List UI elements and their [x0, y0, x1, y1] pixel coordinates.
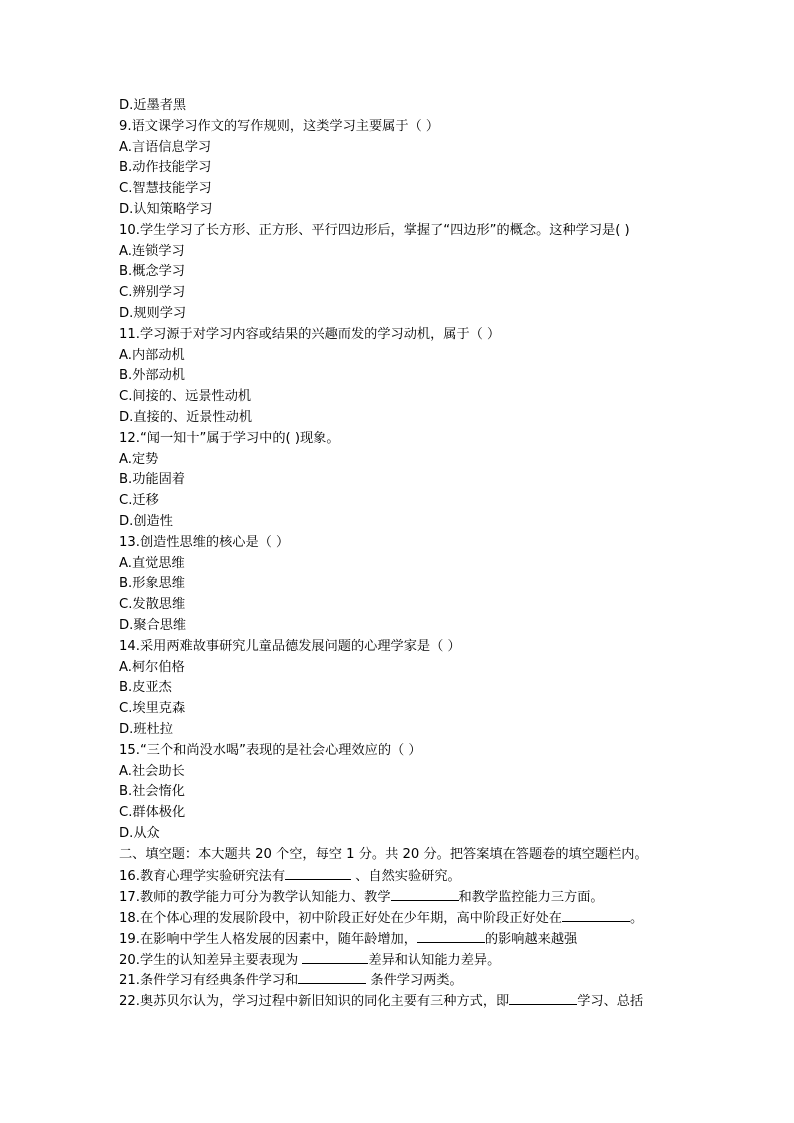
question-12: 12.“闻一知十”属于学习中的( )现象。	[119, 430, 340, 446]
question-19-text-after: 的影响越来越强	[484, 931, 578, 947]
option-9d: D.认知策略学习	[119, 201, 213, 217]
option-12d: D.创造性	[119, 513, 173, 529]
question-21-text-before: 21.条件学习有经典条件学习和	[119, 973, 299, 989]
question-21	[119, 969, 719, 990]
question-15: 15.“三个和尚没水喝”表现的是社会心理效应的（ ）	[119, 742, 422, 758]
question-20-text-before: 20.学生的认知差异主要表现为	[119, 952, 303, 968]
question-22	[119, 990, 719, 1011]
option-13b: B.形象思维	[119, 576, 185, 592]
option-10b: B.概念学习	[119, 264, 185, 280]
question-9: 9.语文课学习作文的写作规则，这类学习主要属于（ ）	[119, 118, 440, 134]
answer-blank-16	[285, 865, 351, 880]
question-18	[119, 907, 719, 928]
question-19	[119, 928, 719, 949]
answer-blank-21	[298, 969, 366, 984]
document-page	[119, 96, 719, 1011]
question-10: 10.学生学习了长方形、正方形、平行四边形后，掌握了“四边形”的概念。这种学习是( )	[119, 222, 630, 238]
question-17-text-after: 和教学监控能力三方面。	[458, 890, 604, 906]
option-9c: C.智慧技能学习	[119, 181, 212, 197]
option-15c: C.群体极化	[119, 805, 186, 821]
option-11b: B.外部动机	[119, 368, 185, 384]
question-21-text-after: 条件学习两类。	[366, 973, 463, 989]
option-10d: D.规则学习	[119, 305, 187, 321]
question-14: 14.采用两难故事研究儿童品德发展问题的心理学家是（ ）	[119, 638, 461, 654]
option-9b: B.动作技能学习	[119, 160, 212, 176]
option-15d: D.从众	[119, 825, 160, 841]
question-22-text-after: 学习、总括	[577, 994, 644, 1010]
option-11c: C.间接的、远景性动机	[119, 389, 252, 405]
question-20	[119, 949, 719, 970]
question-17-text-before: 17.教师的教学能力可分为教学认知能力、教学	[119, 890, 391, 906]
answer-blank-19	[417, 928, 485, 943]
question-17	[119, 886, 719, 907]
answer-blank-20	[302, 949, 368, 964]
question-20-text-after: 差异和认知能力差异。	[368, 952, 501, 968]
question-11: 11.学习源于对学习内容或结果的兴趣而发的学习动机，属于（ ）	[119, 326, 501, 342]
question-16-text-after: 、自然实验研究。	[351, 869, 461, 885]
option-14b: B.皮亚杰	[119, 680, 172, 696]
option-14d: D.班杜拉	[119, 721, 173, 737]
question-18-text-before: 18.在个体心理的发展阶段中，初中阶段正好处在少年期，高中阶段正好处在	[119, 911, 562, 927]
answer-blank-22	[509, 990, 577, 1005]
option-13d: D.聚合思维	[119, 617, 187, 633]
option-11a: A.内部动机	[119, 347, 185, 363]
option-9a: A.言语信息学习	[119, 139, 212, 155]
question-18-text-after: 。	[629, 911, 644, 927]
question-19-text-before: 19.在影响中学生人格发展的因素中，随年龄增加，	[119, 931, 417, 947]
question-22-text-before: 22.奥苏贝尔认为，学习过程中新旧知识的同化主要有三种方式，即	[119, 994, 510, 1010]
option-14c: C.埃里克森	[119, 701, 186, 717]
question-13: 13.创造性思维的核心是（ ）	[119, 534, 290, 550]
question-16-text-before: 16.教育心理学实验研究法有	[119, 869, 286, 885]
question-16	[119, 865, 719, 886]
option-12a: A.定势	[119, 451, 159, 467]
option-15b: B.社会惰化	[119, 784, 185, 800]
option-9d-prev: D.近墨者黑	[119, 98, 187, 113]
option-12c: C.迁移	[119, 493, 159, 509]
answer-blank-17	[391, 886, 459, 901]
option-10c: C.辨别学习	[119, 285, 186, 301]
option-13c: C.发散思维	[119, 597, 186, 613]
option-14a: A.柯尔伯格	[119, 659, 185, 675]
option-13a: A.直觉思维	[119, 555, 185, 571]
section-heading-fill-in: 二、填空题：本大题共 20 个空，每空 1 分。共 20 分。把答案填在答题卷的填空题栏内。	[119, 846, 648, 862]
option-12b: B.功能固着	[119, 472, 185, 488]
option-10a: A.连锁学习	[119, 243, 185, 259]
option-11d: D.直接的、近景性动机	[119, 409, 253, 425]
answer-blank-18	[562, 907, 630, 922]
option-15a: A.社会助长	[119, 763, 185, 779]
